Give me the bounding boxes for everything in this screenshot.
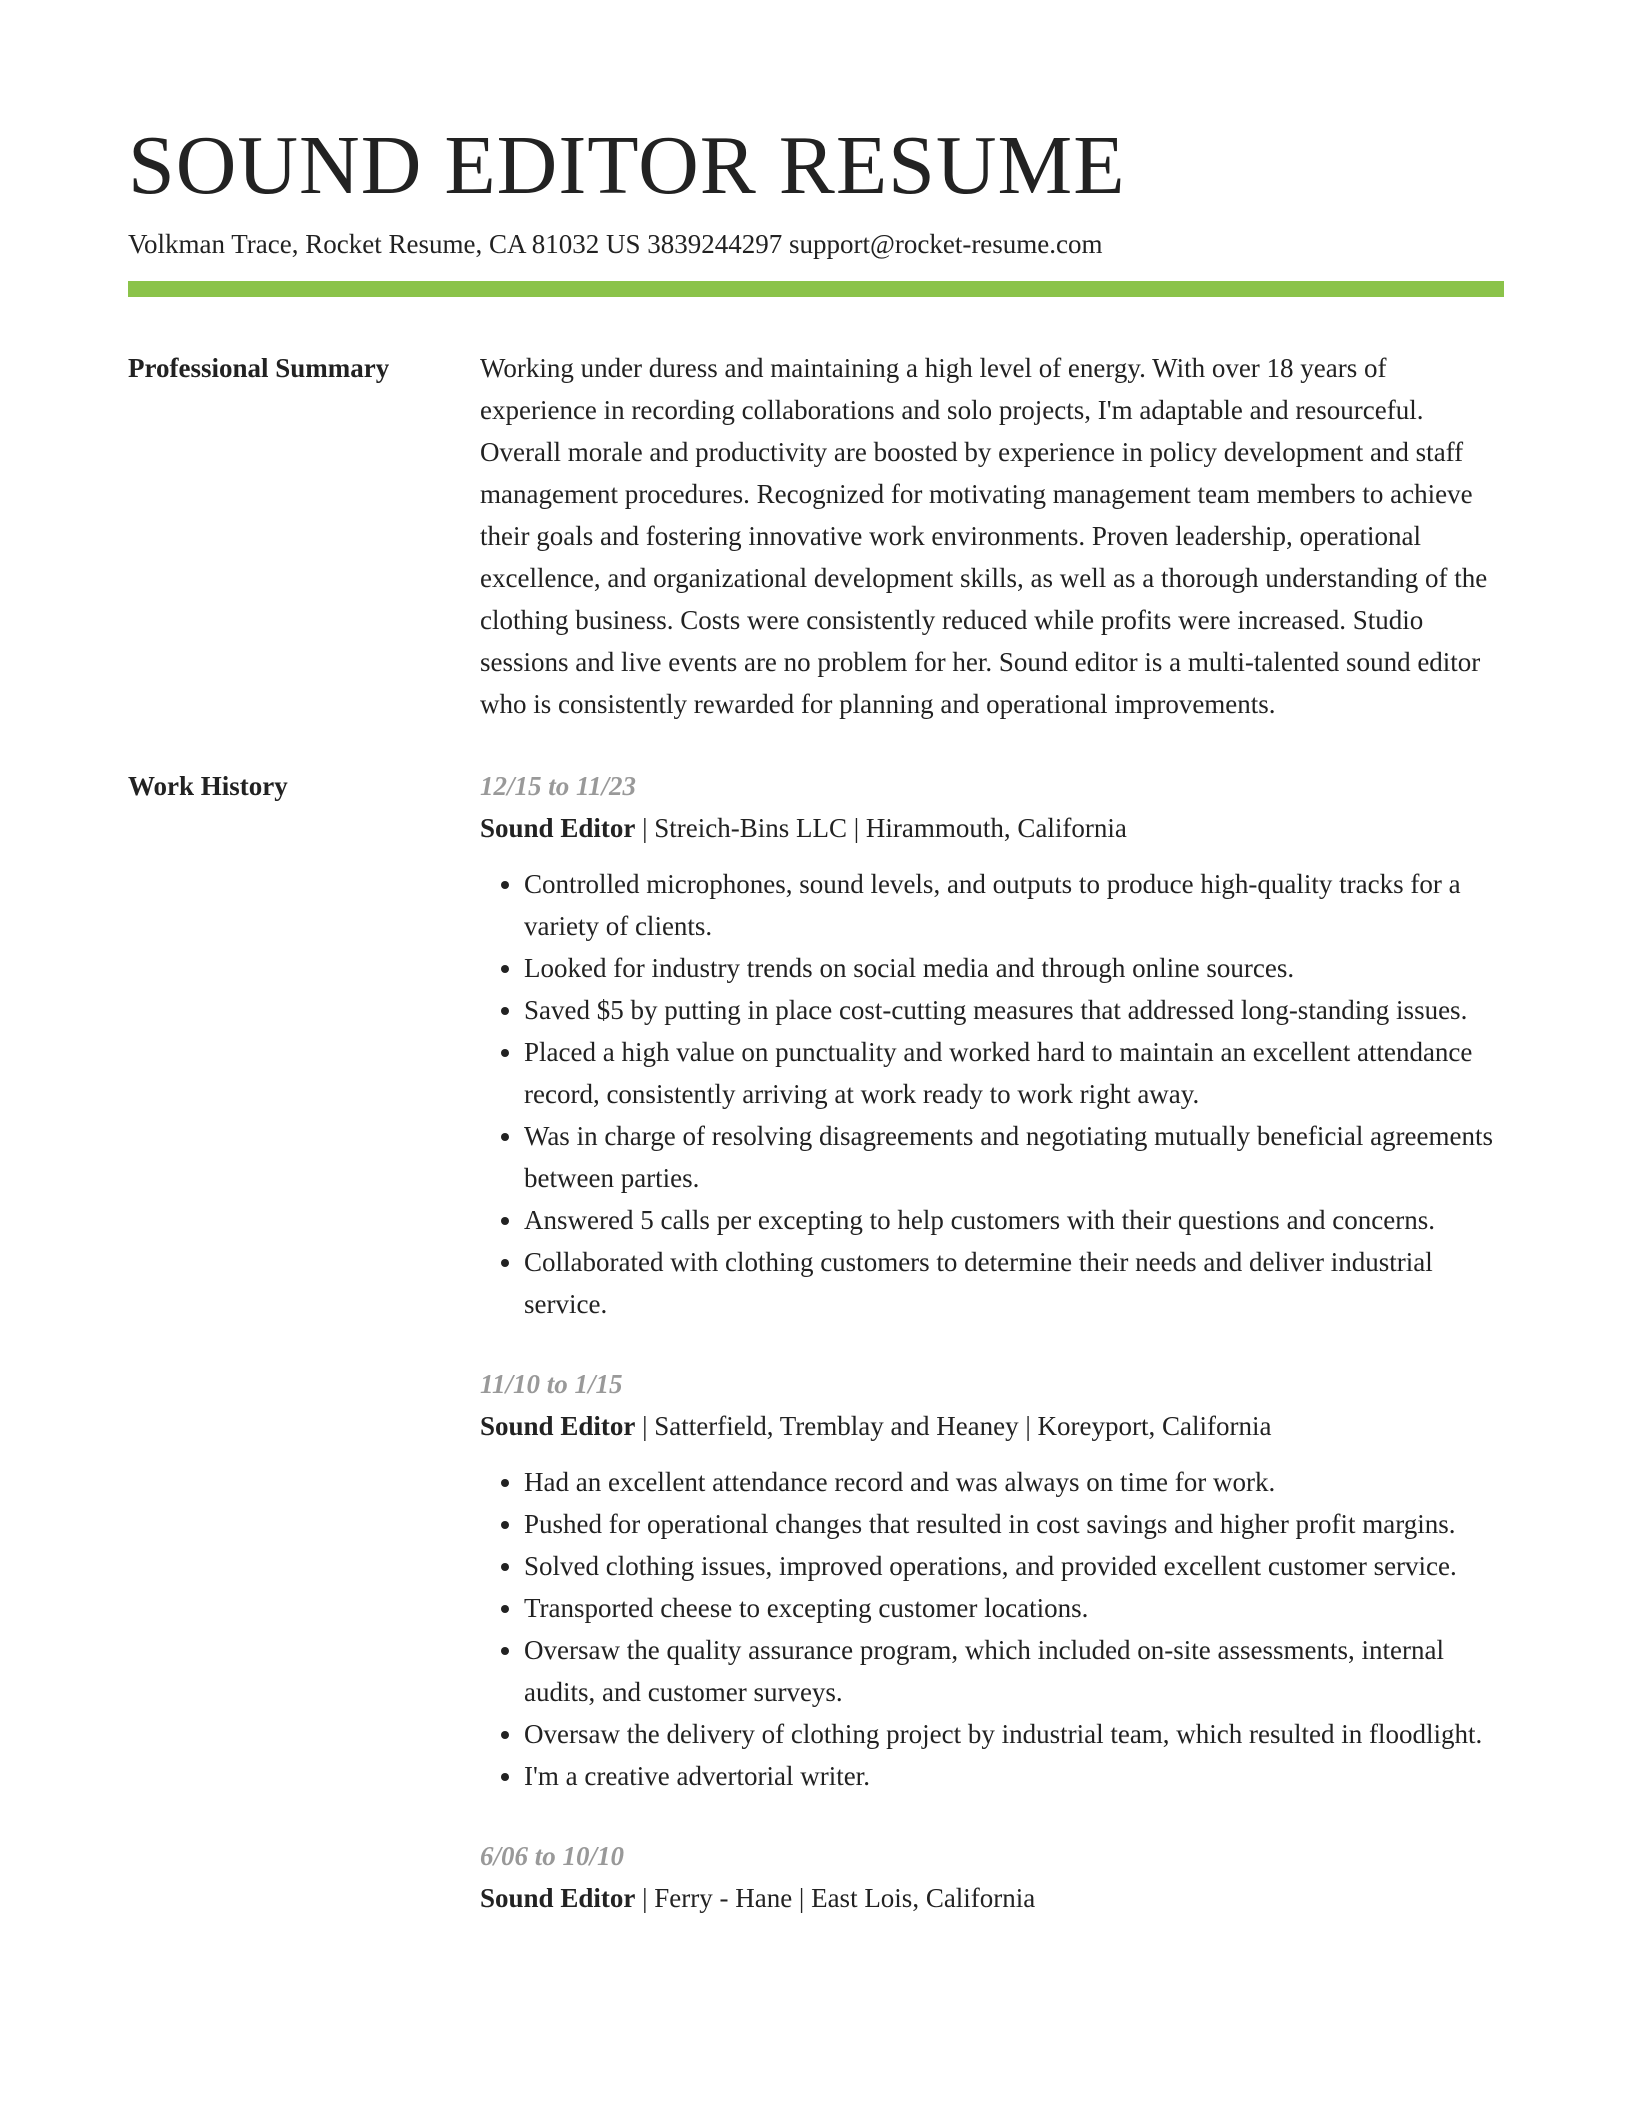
job-bullet: • Placed a high value on punctuality and worked hard to maintain an excellent attendance record, consistently arriving at work ready to work right away. xyxy=(524,1031,1504,1115)
job-bullet: • Pushed for operational changes that resulted in cost savings and higher profit margins. xyxy=(524,1503,1504,1545)
job-entry xyxy=(480,765,1504,1325)
work-history-section xyxy=(128,765,1504,1919)
job-bullet: • Saved $5 by putting in place cost-cutting measures that addressed long-standing issues. xyxy=(524,989,1504,1031)
job-entry xyxy=(480,1363,1504,1797)
job-bullet: • Had an excellent attendance record and was always on time for work. xyxy=(524,1461,1504,1503)
resume-title: SOUND EDITOR RESUME xyxy=(128,119,1126,212)
job-bullet: • Controlled microphones, sound levels, and outputs to produce high-quality tracks for a variety of clients. xyxy=(524,863,1504,947)
summary-section xyxy=(128,347,1504,725)
job-line xyxy=(480,1405,1504,1447)
work-history-heading: Work History xyxy=(128,770,288,801)
job-details: | Ferry - Hane | East Lois, California xyxy=(635,1882,1036,1913)
job-bullet: • Oversaw the delivery of clothing project by industrial team, which resulted in floodlight. xyxy=(524,1713,1504,1755)
job-dates: 6/06 to 10/10 xyxy=(480,1840,625,1871)
job-dates: 12/15 to 11/23 xyxy=(480,770,637,801)
job-bullet: • Answered 5 calls per excepting to help customers with their questions and concerns. xyxy=(524,1199,1504,1241)
job-details: | Satterfield, Tremblay and Heaney | Koreyport, California xyxy=(635,1410,1272,1441)
job-bullets xyxy=(480,863,1504,1325)
job-details: | Streich-Bins LLC | Hirammouth, California xyxy=(635,812,1127,843)
job-line xyxy=(480,1877,1504,1919)
job-title: Sound Editor xyxy=(480,812,636,843)
contact-line: Volkman Trace, Rocket Resume, CA 81032 US 3839244297 support@rocket-resume.com xyxy=(128,229,1103,260)
job-bullet: • I'm a creative advertorial writer. xyxy=(524,1755,1504,1797)
resume-page xyxy=(128,120,1504,1919)
job-bullet: • Transported cheese to excepting customer locations. xyxy=(524,1587,1504,1629)
job-bullet: • Looked for industry trends on social media and through online sources. xyxy=(524,947,1504,989)
job-bullet: • Oversaw the quality assurance program, which included on-site assessments, internal audits, and customer surveys. xyxy=(524,1629,1504,1713)
job-bullet: • Collaborated with clothing customers to determine their needs and deliver industrial service. xyxy=(524,1241,1504,1325)
job-bullets xyxy=(480,1461,1504,1797)
summary-body xyxy=(480,347,1504,725)
job-line xyxy=(480,807,1504,849)
summary-heading: Professional Summary xyxy=(128,352,390,383)
job-bullet: • Was in charge of resolving disagreements and negotiating mutually beneficial agreements between parties. xyxy=(524,1115,1504,1199)
job-title: Sound Editor xyxy=(480,1410,636,1441)
job-entry xyxy=(480,1835,1504,1919)
job-bullet: • Solved clothing issues, improved operations, and provided excellent customer service. xyxy=(524,1545,1504,1587)
summary-text: Working under duress and maintaining a high level of energy. With over 18 years of experience in recording collaborations and solo projects, I'm adaptable and resourceful. Overall morale and productivity are boosted by experience in policy development and staff management procedures. Recognized for motivating management team members to achieve their goals and fostering innovative work environments. Proven leadership, operational excellence, and organizational development skills, as well as a thorough understanding of the clothing business. Costs were consistently reduced while profits were increased. Studio sessions and live events are no problem for her. Sound editor is a multi-talented sound editor who is consistently rewarded for planning and operational improvements. xyxy=(480,352,1488,719)
work-history-body xyxy=(480,765,1504,1919)
job-dates: 11/10 to 1/15 xyxy=(480,1368,623,1399)
header-divider xyxy=(128,281,1504,297)
job-title: Sound Editor xyxy=(480,1882,636,1913)
